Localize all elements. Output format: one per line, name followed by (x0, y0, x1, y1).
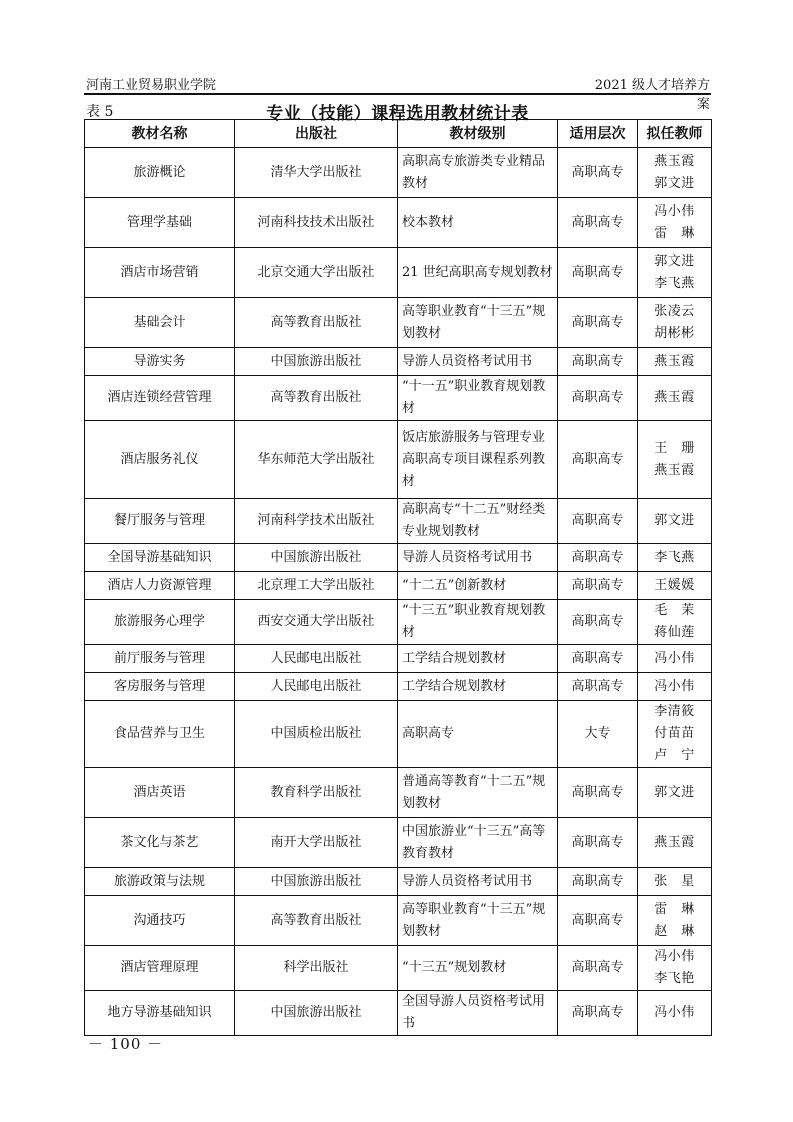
cell-publisher: 中国旅游出版社 (235, 868, 398, 896)
table-row (85, 148, 712, 198)
table-row (85, 645, 712, 673)
cell-level: 普通高等教育“十二五”规划教材 (398, 768, 558, 818)
cell-publisher: 人民邮电出版社 (235, 645, 398, 673)
cell-textbook-name: 旅游服务心理学 (85, 600, 235, 645)
column-header-tier: 适用层次 (558, 120, 638, 148)
cell-publisher: 河南科学技术出版社 (235, 499, 398, 544)
cell-publisher: 高等教育出版社 (235, 298, 398, 348)
cell-publisher: 中国旅游出版社 (235, 348, 398, 376)
cell-tier: 高职高专 (558, 896, 638, 946)
cell-textbook-name: 酒店人力资源管理 (85, 572, 235, 600)
cell-textbook-name: 酒店连锁经营管理 (85, 376, 235, 421)
cell-teacher: 燕玉霞 郭文进 (638, 148, 712, 198)
cell-teacher: 冯小伟 李飞艳 (638, 946, 712, 991)
cell-level: 高职高专“十二五”财经类专业规划教材 (398, 499, 558, 544)
cell-publisher: 南开大学出版社 (235, 818, 398, 868)
cell-publisher: 清华大学出版社 (235, 148, 398, 198)
cell-publisher: 教育科学出版社 (235, 768, 398, 818)
table-row (85, 499, 712, 544)
cell-textbook-name: 客房服务与管理 (85, 673, 235, 701)
cell-teacher: 王媛媛 (638, 572, 712, 600)
cell-textbook-name: 茶文化与茶艺 (85, 818, 235, 868)
header-document-title: 2021 级人才培养方案 (594, 78, 710, 112)
table-row (85, 572, 712, 600)
cell-tier: 高职高专 (558, 600, 638, 645)
page-number: － 100 － (88, 1035, 164, 1053)
cell-textbook-name: 餐厅服务与管理 (85, 499, 235, 544)
textbook-table (84, 119, 712, 1036)
cell-teacher: 雷 琳 赵 琳 (638, 896, 712, 946)
table-row (85, 768, 712, 818)
table-row (85, 991, 712, 1036)
cell-textbook-name: 旅游政策与法规 (85, 868, 235, 896)
cell-publisher: 中国旅游出版社 (235, 544, 398, 572)
cell-tier: 高职高专 (558, 868, 638, 896)
cell-textbook-name: 前厅服务与管理 (85, 645, 235, 673)
cell-tier: 高职高专 (558, 544, 638, 572)
cell-publisher: 中国旅游出版社 (235, 991, 398, 1036)
cell-textbook-name: 地方导游基础知识 (85, 991, 235, 1036)
cell-tier: 高职高专 (558, 645, 638, 673)
table-row (85, 348, 712, 376)
cell-tier: 高职高专 (558, 499, 638, 544)
cell-publisher: 西安交通大学出版社 (235, 600, 398, 645)
cell-teacher: 郭文进 (638, 768, 712, 818)
cell-publisher: 中国质检出版社 (235, 701, 398, 768)
table-row (85, 376, 712, 421)
cell-teacher: 燕玉霞 (638, 818, 712, 868)
cell-level: 全国导游人员资格考试用书 (398, 991, 558, 1036)
cell-tier: 高职高专 (558, 572, 638, 600)
table-row (85, 198, 712, 248)
cell-publisher: 华东师范大学出版社 (235, 421, 398, 499)
cell-teacher: 张 星 (638, 868, 712, 896)
cell-level: “十二五”创新教材 (398, 572, 558, 600)
cell-textbook-name: 基础会计 (85, 298, 235, 348)
cell-tier: 高职高专 (558, 376, 638, 421)
cell-level: 导游人员资格考试用书 (398, 544, 558, 572)
cell-teacher: 李飞燕 (638, 544, 712, 572)
table-row (85, 946, 712, 991)
table-row (85, 818, 712, 868)
cell-textbook-name: 管理学基础 (85, 198, 235, 248)
table-row (85, 544, 712, 572)
cell-tier: 高职高专 (558, 298, 638, 348)
cell-publisher: 科学出版社 (235, 946, 398, 991)
cell-tier: 高职高专 (558, 673, 638, 701)
column-header-teacher: 拟任教师 (638, 120, 712, 148)
cell-tier: 高职高专 (558, 768, 638, 818)
table-title: 专业（技能）课程选用教材统计表 (266, 104, 529, 124)
cell-tier: 高职高专 (558, 421, 638, 499)
cell-tier: 高职高专 (558, 148, 638, 198)
table-row (85, 868, 712, 896)
cell-level: “十三五”职业教育规划教材 (398, 600, 558, 645)
cell-tier: 高职高专 (558, 991, 638, 1036)
table-row (85, 673, 712, 701)
header-school: 河南工业贸易职业学院 (86, 78, 217, 93)
cell-teacher: 冯小伟 (638, 673, 712, 701)
cell-level: 21 世纪高职高专规划教材 (398, 248, 558, 298)
cell-level: “十三五”规划教材 (398, 946, 558, 991)
cell-publisher: 河南科技技术出版社 (235, 198, 398, 248)
cell-textbook-name: 全国导游基础知识 (85, 544, 235, 572)
table-row (85, 421, 712, 499)
cell-teacher: 燕玉霞 (638, 348, 712, 376)
cell-teacher: 燕玉霞 (638, 376, 712, 421)
cell-textbook-name: 酒店英语 (85, 768, 235, 818)
cell-textbook-name: 酒店服务礼仪 (85, 421, 235, 499)
cell-textbook-name: 沟通技巧 (85, 896, 235, 946)
header-divider (84, 93, 711, 95)
cell-level: 高等职业教育“十三五”规划教材 (398, 896, 558, 946)
cell-publisher: 高等教育出版社 (235, 896, 398, 946)
table-row (85, 896, 712, 946)
table-row (85, 248, 712, 298)
cell-teacher: 冯小伟 (638, 645, 712, 673)
cell-publisher: 高等教育出版社 (235, 376, 398, 421)
cell-level: 导游人员资格考试用书 (398, 348, 558, 376)
table-header-row (85, 120, 712, 148)
cell-teacher: 李清筱 付苗苗 卢 宁 (638, 701, 712, 768)
column-header-level: 教材级别 (398, 120, 558, 148)
cell-teacher: 郭文进 (638, 499, 712, 544)
cell-teacher: 王 珊 燕玉霞 (638, 421, 712, 499)
cell-tier: 大专 (558, 701, 638, 768)
column-header-publisher: 出版社 (235, 120, 398, 148)
cell-textbook-name: 食品营养与卫生 (85, 701, 235, 768)
cell-teacher: 郭文进 李飞燕 (638, 248, 712, 298)
cell-level: 工学结合规划教材 (398, 673, 558, 701)
cell-level: 中国旅游业“十三五”高等教育教材 (398, 818, 558, 868)
cell-level: 高职高专 (398, 701, 558, 768)
cell-level: 高等职业教育“十三五”规划教材 (398, 298, 558, 348)
cell-tier: 高职高专 (558, 198, 638, 248)
column-header-name: 教材名称 (85, 120, 235, 148)
cell-textbook-name: 酒店市场营销 (85, 248, 235, 298)
cell-level: 饭店旅游服务与管理专业高职高专项目课程系列教材 (398, 421, 558, 499)
cell-textbook-name: 旅游概论 (85, 148, 235, 198)
cell-tier: 高职高专 (558, 946, 638, 991)
cell-teacher: 冯小伟 雷 琳 (638, 198, 712, 248)
cell-publisher: 北京交通大学出版社 (235, 248, 398, 298)
cell-textbook-name: 酒店管理原理 (85, 946, 235, 991)
cell-level: 工学结合规划教材 (398, 645, 558, 673)
cell-tier: 高职高专 (558, 818, 638, 868)
cell-teacher: 冯小伟 (638, 991, 712, 1036)
cell-teacher: 张凌云 胡彬彬 (638, 298, 712, 348)
cell-level: 校本教材 (398, 198, 558, 248)
cell-teacher: 毛 茉 蒋仙莲 (638, 600, 712, 645)
table-label: 表 5 (86, 104, 114, 120)
cell-tier: 高职高专 (558, 348, 638, 376)
cell-textbook-name: 导游实务 (85, 348, 235, 376)
table-row (85, 298, 712, 348)
cell-level: “十一五”职业教育规划教材 (398, 376, 558, 421)
cell-publisher: 北京理工大学出版社 (235, 572, 398, 600)
cell-level: 导游人员资格考试用书 (398, 868, 558, 896)
cell-tier: 高职高专 (558, 248, 638, 298)
table-row (85, 701, 712, 768)
cell-level: 高职高专旅游类专业精品教材 (398, 148, 558, 198)
cell-publisher: 人民邮电出版社 (235, 673, 398, 701)
table-row (85, 600, 712, 645)
